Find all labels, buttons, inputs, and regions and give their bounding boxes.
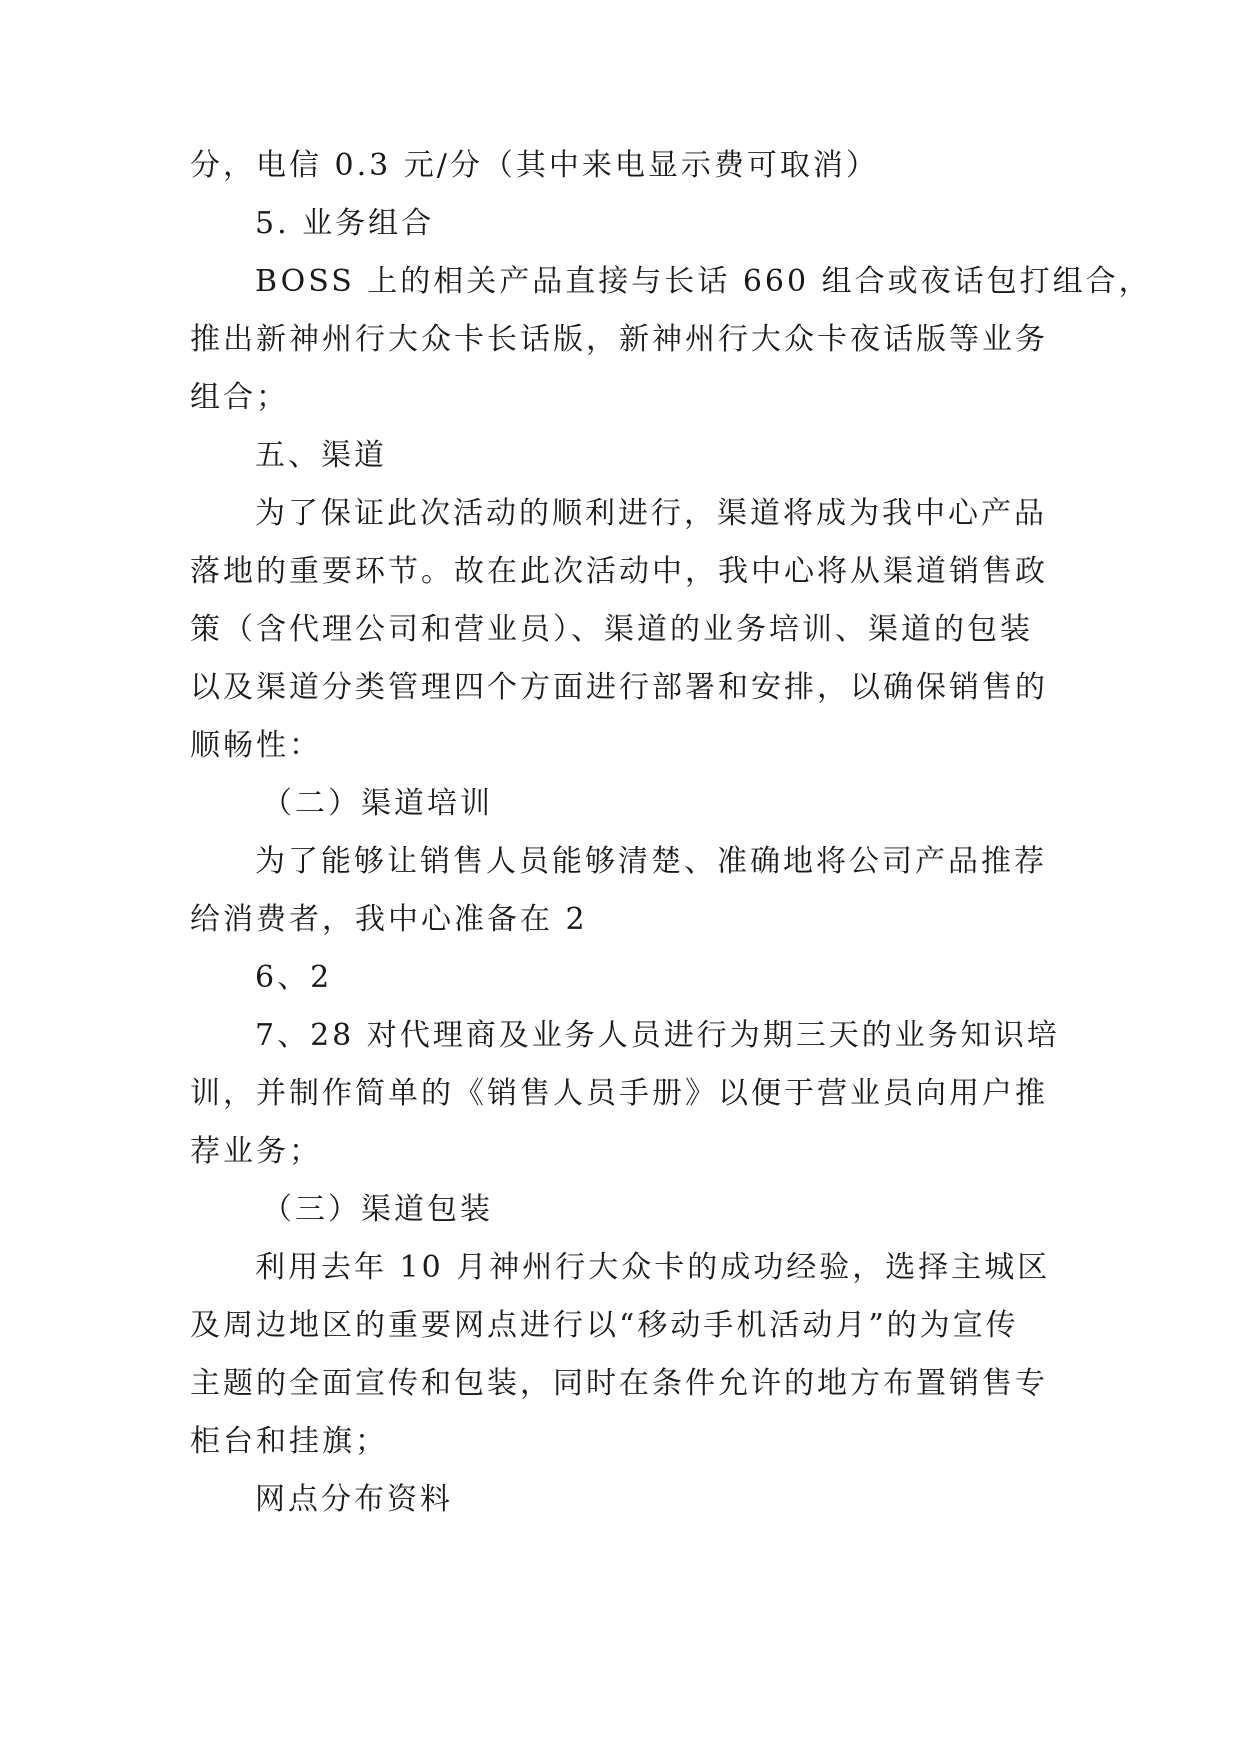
section-heading: 5. 业务组合 — [255, 206, 435, 241]
text-line: 分，电信 0.3 元/分（其中来电显示费可取消） — [190, 148, 879, 183]
text-line: 顺畅性： — [190, 728, 322, 763]
text-line: 为了保证此次活动的顺利进行，渠道将成为我中心产品 — [255, 496, 1047, 531]
text-line: 推出新神州行大众卡长话版，新神州行大众卡夜话版等业务 — [190, 322, 1048, 357]
text-line: 7、28 对代理商及业务人员进行为期三天的业务知识培 — [255, 1018, 1060, 1053]
text-line: 策（含代理公司和营业员）、渠道的业务培训、渠道的包装 — [190, 612, 1033, 647]
text-line: 网点分布资料 — [255, 1482, 453, 1517]
text-line: 荐业务； — [190, 1134, 322, 1169]
text-line: 为了能够让销售人员能够清楚、准确地将公司产品推荐 — [255, 844, 1047, 879]
section-heading: 五、渠道 — [255, 438, 387, 473]
text-line: 主题的全面宣传和包装，同时在条件允许的地方布置销售专 — [190, 1366, 1048, 1401]
section-heading: （三）渠道包装 — [262, 1192, 493, 1227]
text-line: 及周边地区的重要网点进行以“移动手机活动月”的为宣传 — [190, 1308, 1019, 1343]
section-heading: （二）渠道培训 — [262, 786, 493, 821]
text-line: 6、2 — [255, 960, 333, 995]
text-line: 给消费者，我中心准备在 2 — [190, 902, 588, 937]
text-line: BOSS 上的相关产品直接与长话 660 组合或夜话包打组合， — [255, 264, 1152, 299]
text-line: 组合； — [190, 380, 289, 415]
text-line: 以及渠道分类管理四个方面进行部署和安排，以确保销售的 — [190, 670, 1048, 705]
text-line: 落地的重要环节。故在此次活动中，我中心将从渠道销售政 — [190, 554, 1048, 589]
text-line: 利用去年 10 月神州行大众卡的成功经验，选择主城区 — [255, 1250, 1051, 1285]
text-line: 柜台和挂旗； — [190, 1424, 388, 1459]
text-line: 训，并制作简单的《销售人员手册》以便于营业员向用户推 — [190, 1076, 1048, 1111]
